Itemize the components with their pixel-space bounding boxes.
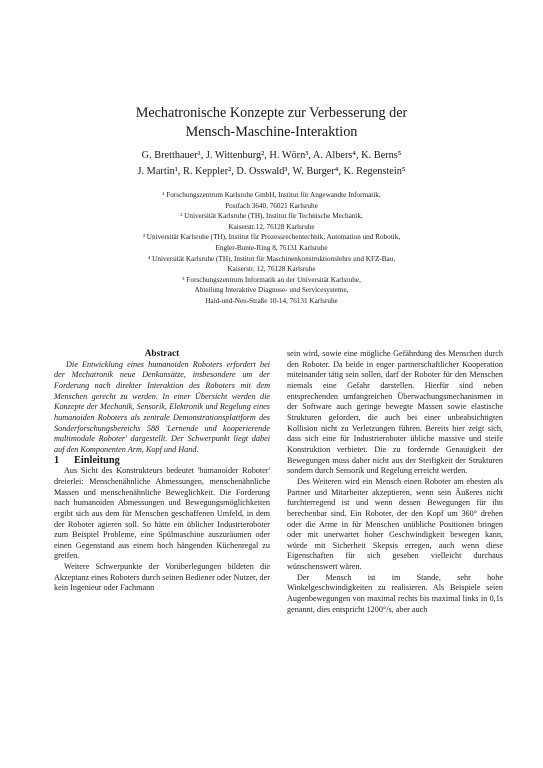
abstract-text: Die Entwicklung eines humanoiden Roboters erfordert bei der Mechatronik neue Denkansätze, insbesondere um der Forderung nach direkter Interaktion des Roboters mit dem Menschen gerecht zu werden. In einer Übersicht werden die Konzepte der Mechanik, Sensorik, Elektronik und Regelung eines humanoiden Roboters als zentrale Demonstrationsplattform des Sonderforschungsbereichs 588 'Lernende und kooperierende multimodale Roboter' dargestellt. Der Schwerpunkt liegt dabei auf den Komponenten Arm, Kopf und Hand.: [54, 359, 270, 454]
abstract-heading: Abstract: [144, 349, 180, 359]
title-line-2: Mensch-Maschine-Interaktion: [185, 123, 358, 140]
affiliation-line: ⁵ Forschungszentrum Informatik an der Universität Karlsruhe,: [182, 275, 361, 284]
left-column: [54, 349, 270, 594]
body-paragraph: Aus Sicht des Konstrukteurs bedeutet 'humanoider Roboter' dreierlei: Menschenähnliche Abmessungen, menschenähnliche Massen und menschenähnliche Beweglichkeit. Die Forderung nach humanoiden Abmessungen und Bewegungsmöglichkeiten ergibt sich aus dem für Menschen geschaffenen Umfeld, in dem der Roboter agieren soll. So hätte ein üblicher Industrieroboter zum Beispiel Probleme, eine Spülmaschine auszuräumen oder einen Gegenstand aus einem hoch hängenden Küchenregal zu greifen.: [54, 466, 270, 561]
paper-title: [60, 104, 483, 141]
author-list: [40, 148, 503, 179]
body-paragraph: Weitere Schwerpunkte der Vorüberlegungen bildeten die Akzeptanz eines Roboters durch seinen Bediener oder Nutzer, der kein Ingenieur oder Fachmann: [54, 562, 270, 593]
affiliation-line: Kaiserstr.12, 76128 Karlsruhe: [228, 222, 315, 231]
affiliation-line: Abteilung Interaktive Diagnose- und Servicesysteme,: [194, 286, 349, 295]
affiliation-line: ³ Universität Karlsruhe (TH), Institut für Prozessrechentechnik, Automation und Robotik,: [142, 233, 401, 242]
section-title: Einleitung: [74, 454, 120, 466]
section-heading: [54, 456, 270, 467]
affiliation-line: ⁴ Universität Karlsruhe (TH), Institut für Maschinenkonstruktionslehre und KFZ-Bau,: [147, 254, 396, 263]
author-line-1: G. Bretthauer¹, J. Wittenburg², H. Wörn³, A. Albers⁴, K. Berns⁵: [141, 150, 402, 161]
body-paragraph: Der Mensch ist im Stande, sehr hohe Winkelgeschwindigkeiten zu realisieren. Als Beispiele seien Augenbewegungen von maximal rechts bis maximal links in 0,1s genannt, dies entspricht 1200°/s, aber auch: [287, 572, 503, 614]
affiliation-line: Haid-und-Neu-Straße 10-14, 76131 Karlsruhe: [205, 296, 338, 305]
affiliation-line: Engler-Bunte-Ring 8, 76131 Karlsruhe: [215, 243, 328, 252]
body-paragraph: sein wird, sowie eine mögliche Gefährdung des Menschen durch den Roboter. Da beide in enger partnerschaftlicher Kooperation miteinander tätig sein sollen, darf der Roboter für den Menschen niemals eine Gefahr darstellen. Hierfür sind neben entsprechenden umfangreichen Überwachungsmechanismen in der Software auch geringe bewegte Massen sowie elastische Strukturen gefordert, die auch bei einer unbeabsichtigten Kollision nicht zu Verletzungen führen. Bereits hier zeigt sich, dass sich eine für Industrieroboter übliche massive und steife Konstruktion verbietet. Die zu fordernde Genauigkeit der Bewegungen muss daher nicht aus der Steifigkeit der Strukturen sondern durch Sensorik und Regelung erreicht werden.: [287, 349, 503, 476]
section-number: 1: [54, 454, 60, 466]
affiliation-list: [40, 190, 503, 307]
affiliation-line: ¹ Forschungszentrum Karlsruhe GmbH, Institut für Angewandte Informatik,: [162, 191, 381, 199]
affiliation-line: Postfach 3640, 76021 Karlsruhe: [225, 201, 318, 210]
affiliation-line: ² Universität Karlsruhe (TH), Institut für Technische Mechanik,: [180, 212, 363, 221]
author-line-2: J. Martin¹, R. Keppler², D. Osswald³, W. Burger⁴, K. Regenstein⁵: [137, 165, 406, 177]
right-column: [287, 349, 503, 615]
body-paragraph: Des Weiteren wird ein Mensch einen Roboter am ehesten als Partner und Mitarbeiter akzeptieren, wenn sein Äußeres nicht furchterregend ist und wenn dessen Bewegungen für ihn berechenbar sind. Ein Roboter, der den Kopf um 360° drehen oder die Arme in für Menschen unübliche Positionen bringen oder mit unerwartet hoher Geschwindigkeit bewegen kann, würde mit Sicherheit Skepsis erregen, auch wenn diese Eigenschaften für sich gesehen vielleicht durchaus wünschenswert wären.: [287, 476, 503, 572]
title-line-1: Mechatronische Konzepte zur Verbesserung der: [135, 105, 408, 121]
affiliation-line: Kaiserstr. 12, 76128 Karlsruhe: [227, 265, 316, 274]
